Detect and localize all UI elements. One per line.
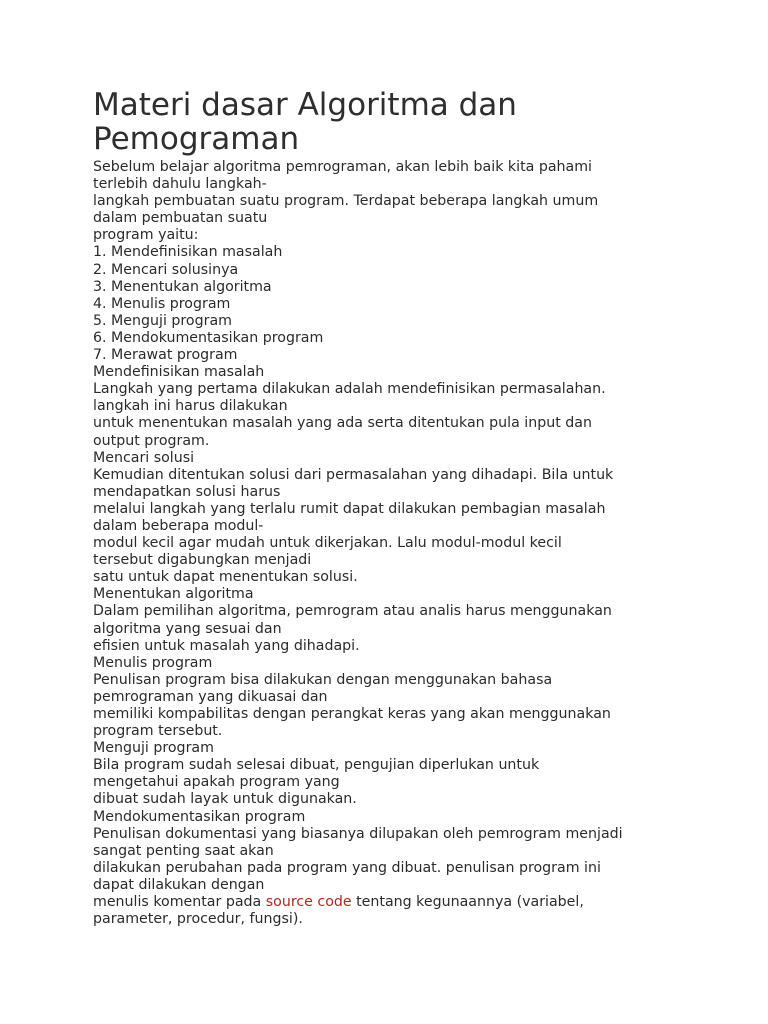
body-line: dilakukan perubahan pada program yang dibuat. penulisan program ini [93, 859, 601, 876]
body-line-final: parameter, procedur, fungsi). [93, 911, 303, 928]
body-line: langkah ini harus dilakukan [93, 398, 288, 415]
body-line: Penulisan dokumentasi yang biasanya dilupakan oleh pemrogram menjadi [93, 825, 623, 842]
body-line: dalam beberapa modul- [93, 517, 264, 534]
body-line: Mencari solusi [93, 449, 195, 466]
body-line: melalui langkah yang terlalu rumit dapat dilakukan pembagian masalah [93, 500, 606, 517]
body-line: langkah pembuatan suatu program. Terdapat beberapa langkah umum [93, 193, 599, 210]
page-title [93, 88, 693, 156]
body-line: terlebih dahulu langkah- [93, 176, 267, 193]
body-line: efisien untuk masalah yang dihadapi. [93, 637, 360, 654]
body-text-after-link: tentang kegunaannya (variabel, [351, 894, 584, 911]
body-line: tersebut digabungkan menjadi [93, 552, 312, 569]
title-line-2: Pemograman [93, 121, 300, 157]
body-line: pemrograman yang dikuasai dan [93, 688, 328, 705]
body-line: mengetahui apakah program yang [93, 774, 340, 791]
body-line: output program. [93, 432, 210, 449]
body-line: Menguji program [93, 740, 214, 757]
body-line: satu untuk dapat menentukan solusi. [93, 569, 358, 586]
title-line-1: Materi dasar Algoritma dan [93, 87, 517, 123]
body-line: 2. Mencari solusinya [93, 261, 239, 278]
body-line: Kemudian ditentukan solusi dari permasalahan yang dihadapi. Bila untuk [93, 466, 614, 483]
body-line: memiliki kompabilitas dengan perangkat keras yang akan menggunakan [93, 706, 611, 722]
body-line: Sebelum belajar algoritma pemrograman, akan lebih baik kita pahami [93, 159, 592, 175]
body-line: Menulis program [93, 654, 213, 671]
body-line: Penulisan program bisa dilakukan dengan menggunakan bahasa [93, 671, 553, 688]
source-code-link[interactable]: source code [265, 894, 352, 911]
body-line: Mendefinisikan masalah [93, 364, 265, 381]
body-line: Dalam pemilihan algoritma, pemrogram atau analis harus menggunakan [93, 603, 612, 620]
body-line-last [93, 894, 693, 911]
body-line: dapat dilakukan dengan [93, 876, 265, 893]
body-line: modul kecil agar mudah untuk dikerjakan. Lalu modul-modul kecil [93, 535, 562, 552]
body-line: dalam pembuatan suatu [93, 210, 268, 227]
body-line: 6. Mendokumentasikan program [93, 329, 324, 346]
body-line: program yaitu: [93, 227, 199, 244]
body-line: sangat penting saat akan [93, 842, 274, 859]
body-line: dibuat sudah layak untuk digunakan. [93, 791, 357, 808]
body-line: program tersebut. [93, 723, 223, 740]
body-text-before-link: menulis komentar pada [93, 894, 266, 911]
body-line: 4. Menulis program [93, 295, 231, 312]
body-line: untuk menentukan masalah yang ada serta ditentukan pula input dan [93, 415, 592, 432]
document-body [93, 159, 693, 928]
body-line: Menentukan algoritma [93, 586, 254, 603]
body-line: 1. Mendefinisikan masalah [93, 244, 283, 261]
body-line: Bila program sudah selesai dibuat, pengujian diperlukan untuk [93, 757, 540, 774]
body-line: mendapatkan solusi harus [93, 483, 281, 500]
body-line: 5. Menguji program [93, 312, 232, 329]
document-page [93, 88, 693, 928]
body-line: Langkah yang pertama dilakukan adalah mendefinisikan permasalahan. [93, 381, 606, 398]
body-line: 7. Merawat program [93, 347, 238, 364]
body-line: algoritma yang sesuai dan [93, 620, 282, 637]
body-line: Mendokumentasikan program [93, 808, 306, 825]
body-line: 3. Menentukan algoritma [93, 278, 272, 295]
